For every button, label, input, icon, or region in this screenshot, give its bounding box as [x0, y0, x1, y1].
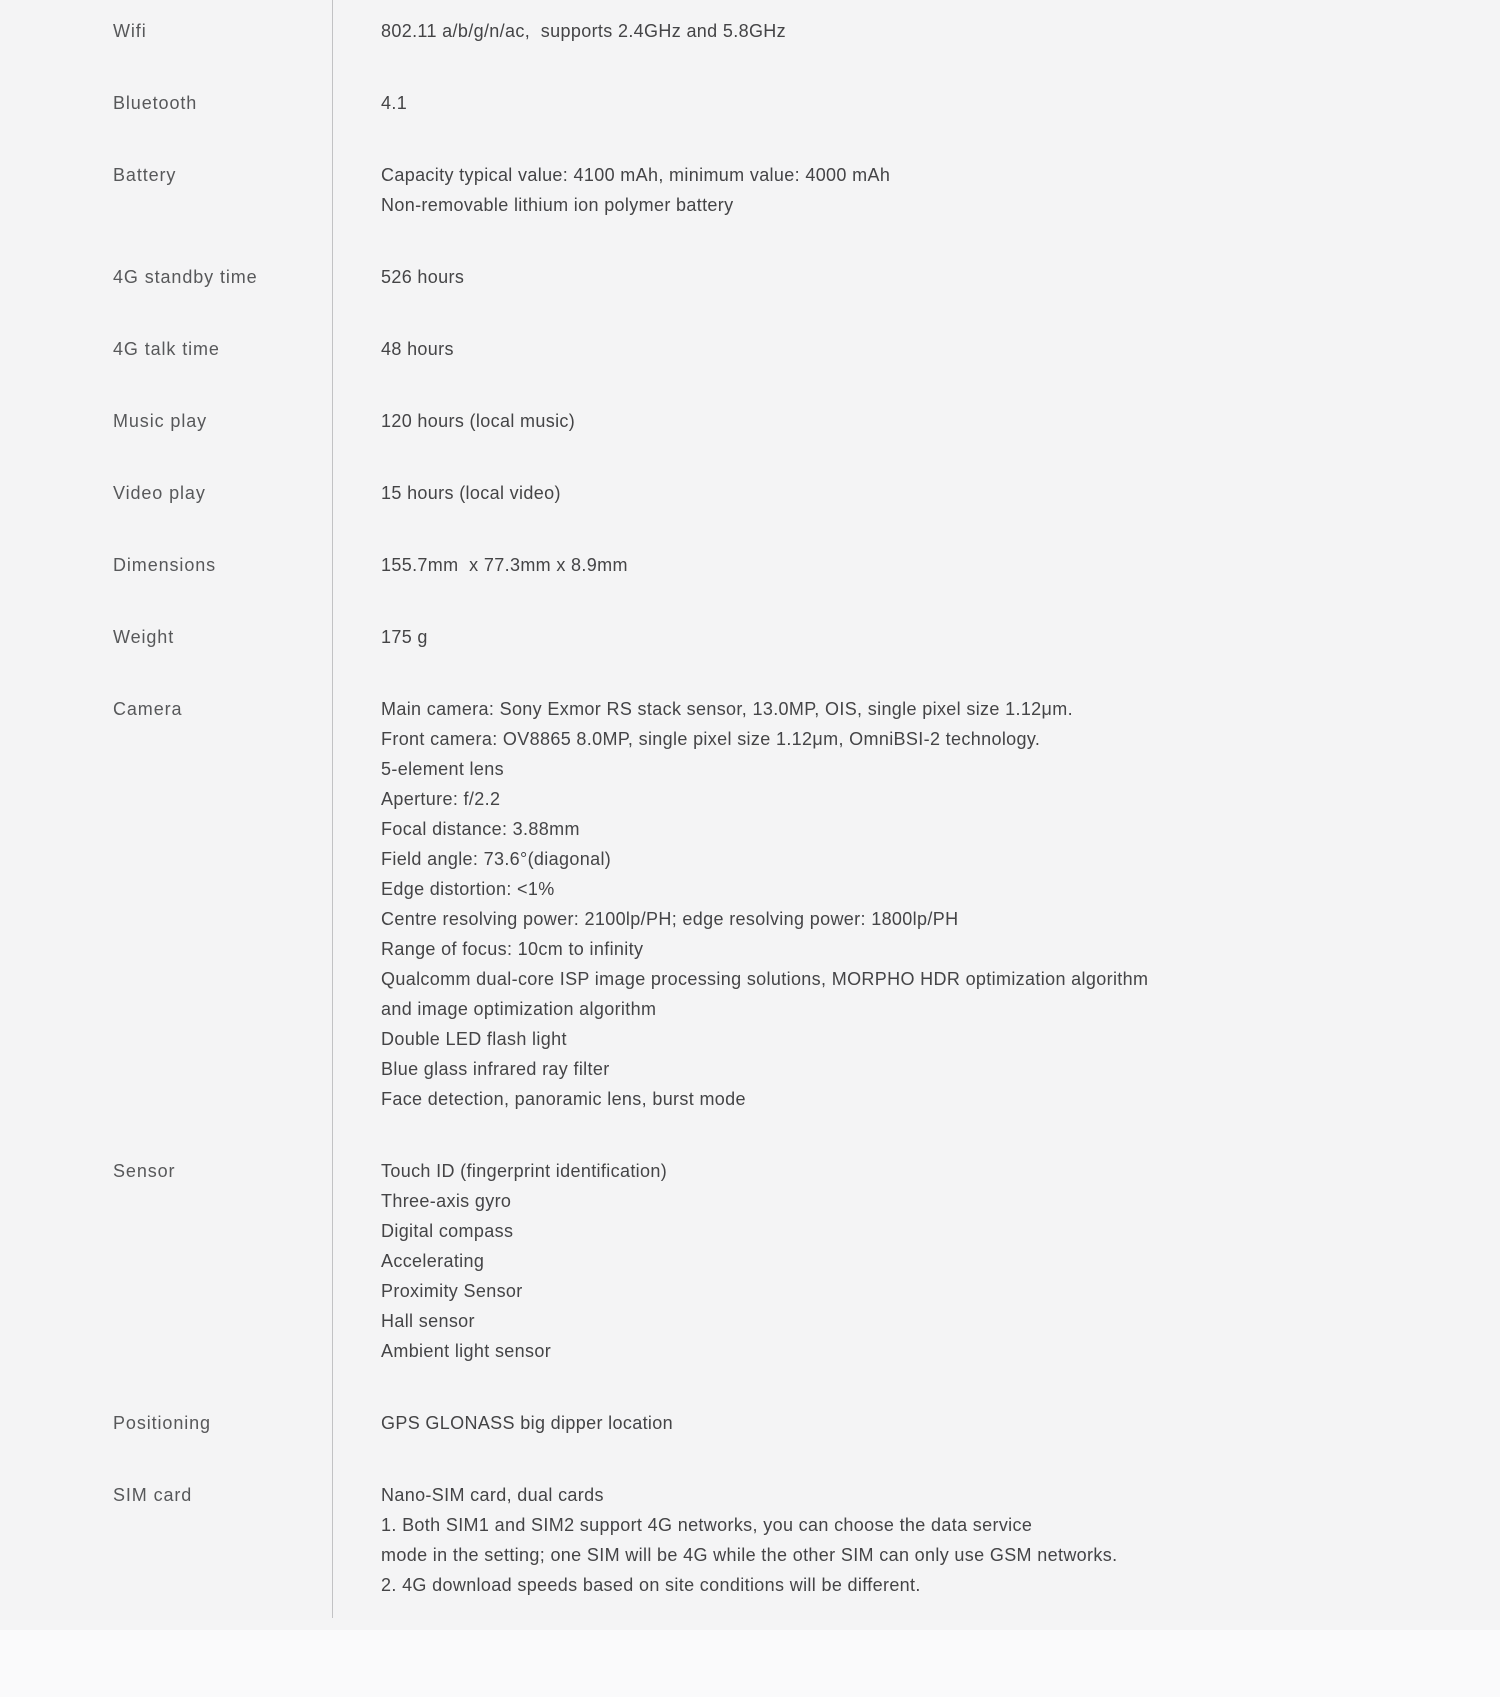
spec-value — [332, 1480, 1500, 1600]
spec-value — [332, 88, 1500, 118]
spec-row — [0, 334, 1500, 364]
spec-value-line: 2. 4G download speeds based on site conditions will be different. — [381, 1575, 921, 1595]
spec-value-line: Double LED flash light — [381, 1029, 567, 1049]
spec-row — [0, 160, 1500, 220]
spec-value-line: Range of focus: 10cm to infinity — [381, 939, 644, 959]
spec-value-line: 526 hours — [381, 267, 465, 287]
spec-row — [0, 406, 1500, 436]
spec-value-line: Field angle: 73.6°(diagonal) — [381, 849, 612, 869]
spec-value-line: 802.11 a/b/g/n/ac, supports 2.4GHz and 5.8GHz — [381, 21, 786, 41]
spec-label: Sensor — [113, 1161, 176, 1181]
spec-row — [0, 1408, 1500, 1438]
spec-row — [0, 1156, 1500, 1366]
spec-label: Positioning — [113, 1413, 211, 1433]
spec-value-line: Aperture: f/2.2 — [381, 789, 501, 809]
spec-label: Wifi — [113, 21, 147, 41]
spec-value — [332, 550, 1500, 580]
spec-value — [332, 1156, 1500, 1366]
footer-strip — [0, 1630, 1500, 1697]
spec-value-line: Touch ID (fingerprint identification) — [381, 1161, 668, 1181]
spec-row — [0, 478, 1500, 508]
spec-value-line: Three-axis gyro — [381, 1191, 512, 1211]
spec-value-line: 175 g — [381, 627, 428, 647]
spec-row — [0, 16, 1500, 46]
spec-value-line: Face detection, panoramic lens, burst mode — [381, 1089, 746, 1109]
spec-row — [0, 262, 1500, 292]
spec-value — [332, 478, 1500, 508]
spec-label: Bluetooth — [113, 93, 198, 113]
spec-label: Dimensions — [113, 555, 217, 575]
spec-value-line: Qualcomm dual-core ISP image processing solutions, MORPHO HDR optimization algorithm — [381, 969, 1149, 989]
spec-value-line: Main camera: Sony Exmor RS stack sensor, 13.0MP, OIS, single pixel size 1.12μm. — [381, 699, 1073, 719]
spec-value-line: GPS GLONASS big dipper location — [381, 1413, 673, 1433]
spec-value-line: Proximity Sensor — [381, 1281, 523, 1301]
spec-row — [0, 694, 1500, 1114]
spec-value-line: Nano-SIM card, dual cards — [381, 1485, 604, 1505]
spec-value-line: Focal distance: 3.88mm — [381, 819, 580, 839]
spec-value — [332, 16, 1500, 46]
spec-value-line: Digital compass — [381, 1221, 514, 1241]
spec-label: 4G talk time — [113, 339, 220, 359]
spec-label: 4G standby time — [113, 267, 258, 287]
spec-value-line: Hall sensor — [381, 1311, 475, 1331]
spec-label: Weight — [113, 627, 175, 647]
spec-value-line: Non-removable lithium ion polymer battery — [381, 195, 734, 215]
spec-value-line: 5-element lens — [381, 759, 504, 779]
spec-value-line: Centre resolving power: 2100lp/PH; edge resolving power: 1800lp/PH — [381, 909, 959, 929]
spec-value-line: 48 hours — [381, 339, 454, 359]
spec-value — [332, 334, 1500, 364]
spec-label: Music play — [113, 411, 208, 431]
spec-value-line: Accelerating — [381, 1251, 485, 1271]
spec-value-line: 155.7mm x 77.3mm x 8.9mm — [381, 555, 628, 575]
spec-value — [332, 262, 1500, 292]
spec-row — [0, 88, 1500, 118]
spec-value-line: mode in the setting; one SIM will be 4G while the other SIM can only use GSM networks. — [381, 1545, 1118, 1565]
spec-value — [332, 694, 1500, 1114]
spec-value-line: Capacity typical value: 4100 mAh, minimum value: 4000 mAh — [381, 165, 891, 185]
spec-value-line: 1. Both SIM1 and SIM2 support 4G networks, you can choose the data service — [381, 1515, 1033, 1535]
spec-value-line: Front camera: OV8865 8.0MP, single pixel size 1.12μm, OmniBSI-2 technology. — [381, 729, 1041, 749]
spec-value — [332, 160, 1500, 220]
spec-label: Battery — [113, 165, 177, 185]
spec-value-line: Edge distortion: <1% — [381, 879, 555, 899]
spec-value — [332, 406, 1500, 436]
spec-value-line: Blue glass infrared ray filter — [381, 1059, 610, 1079]
spec-value — [332, 1408, 1500, 1438]
spec-value-line: Ambient light sensor — [381, 1341, 552, 1361]
spec-row — [0, 1480, 1500, 1600]
spec-label: SIM card — [113, 1485, 193, 1505]
spec-value-line: 120 hours (local music) — [381, 411, 576, 431]
spec-row — [0, 550, 1500, 580]
spec-label: Video play — [113, 483, 206, 503]
spec-row — [0, 622, 1500, 652]
spec-value — [332, 622, 1500, 652]
spec-label: Camera — [113, 699, 183, 719]
spec-value-line: and image optimization algorithm — [381, 999, 657, 1019]
spec-value-line: 4.1 — [381, 93, 408, 113]
spec-value-line: 15 hours (local video) — [381, 483, 561, 503]
